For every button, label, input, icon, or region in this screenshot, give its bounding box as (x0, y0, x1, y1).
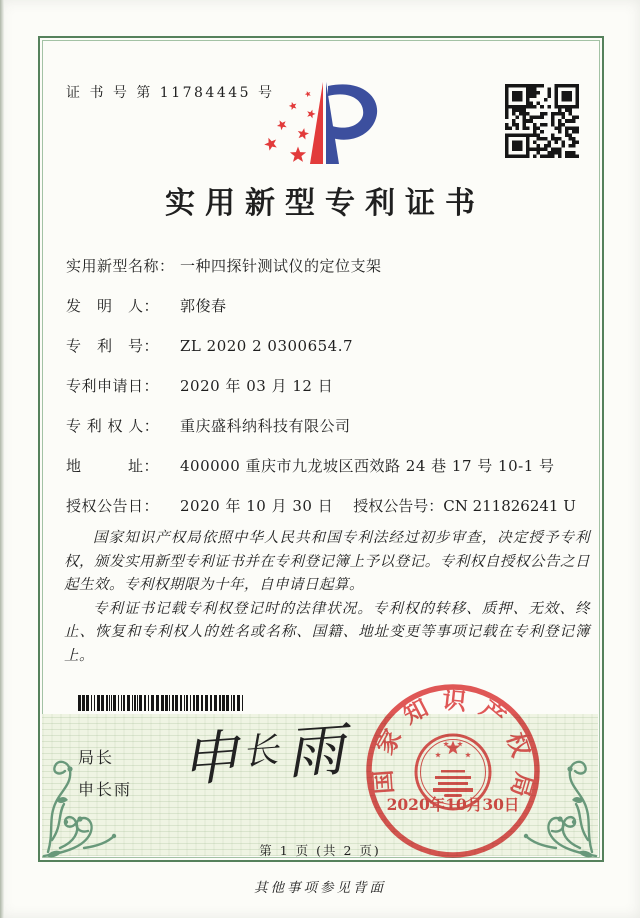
field-value: 400000 重庆市九龙坡区西效路 24 巷 17 号 10-1 号 (180, 457, 555, 475)
field-label: 专 利 权 人： (66, 417, 160, 435)
field-label: 地 址： (66, 457, 160, 475)
commissioner-signature (177, 702, 347, 797)
signature-char: 长 (240, 729, 280, 774)
barcode (78, 695, 246, 711)
officer-title: 局长 (78, 748, 115, 767)
back-side-note: 其他事项参见背面 (254, 880, 386, 896)
certificate-number: 证 书 号 第 11784445 号 (66, 85, 275, 101)
field-row-patent-no (66, 336, 586, 376)
field-value: 2020 年 10 月 30 日 (180, 497, 334, 515)
field-value: CN 211826241 U (443, 497, 576, 515)
certificate-title: 实用新型专利证书 (165, 186, 485, 221)
field-label: 实用新型名称： (66, 257, 175, 275)
officer-name: 申长雨 (78, 780, 133, 799)
field-value: ZL 2020 2 0300654.7 (180, 337, 354, 355)
field-row-filing-date (66, 376, 586, 416)
field-label: 授权公告号： (353, 497, 444, 515)
field-value: 郭俊春 (180, 297, 227, 315)
field-row-patentee (66, 416, 586, 456)
official-seal (358, 676, 548, 866)
field-row-name (66, 256, 586, 296)
officer-block (78, 742, 132, 806)
field-label: 授权公告日： (66, 497, 160, 515)
seal-date: 2020年10月30日 (386, 795, 520, 814)
field-row-inventor (66, 296, 586, 336)
field-value: 一种四探针测试仪的定位支架 (180, 257, 382, 275)
grant-publication (353, 496, 576, 516)
field-row-address (66, 456, 586, 496)
field-value: 重庆盛科纳科技有限公司 (180, 417, 351, 435)
legal-paragraph-1: 国家知识产权局依照中华人民共和国专利法经过初步审查，决定授予专利权，颁发实用新型专利证书并在专利登记簿上予以登记。专利权自授权公告之日起生效。专利权期限为十年，自申请日起算。 (64, 530, 590, 593)
field-label: 专利申请日： (66, 377, 160, 395)
seal-ring-text: 国家知识产权局 (366, 684, 540, 813)
legal-paragraph-2: 专利证书记载专利权登记时的法律状况。专利权的转移、质押、无效、终止、恢复和专利权人的姓名或名称、国籍、地址变更等事项记载在专利登记簿上。 (64, 600, 590, 664)
field-label: 发 明 人： (66, 297, 160, 315)
signature-char: 雨 (283, 715, 347, 788)
field-value: 2020 年 03 月 12 日 (180, 377, 334, 395)
signature-char: 申 (178, 722, 241, 795)
cnipa-logo-icon (256, 74, 406, 172)
page-number: 第 1 页 (共 2 页) (259, 843, 381, 858)
field-label: 专 利 号： (66, 337, 160, 355)
legal-text (64, 527, 590, 668)
field-list (66, 256, 586, 536)
qr-code (505, 84, 579, 158)
